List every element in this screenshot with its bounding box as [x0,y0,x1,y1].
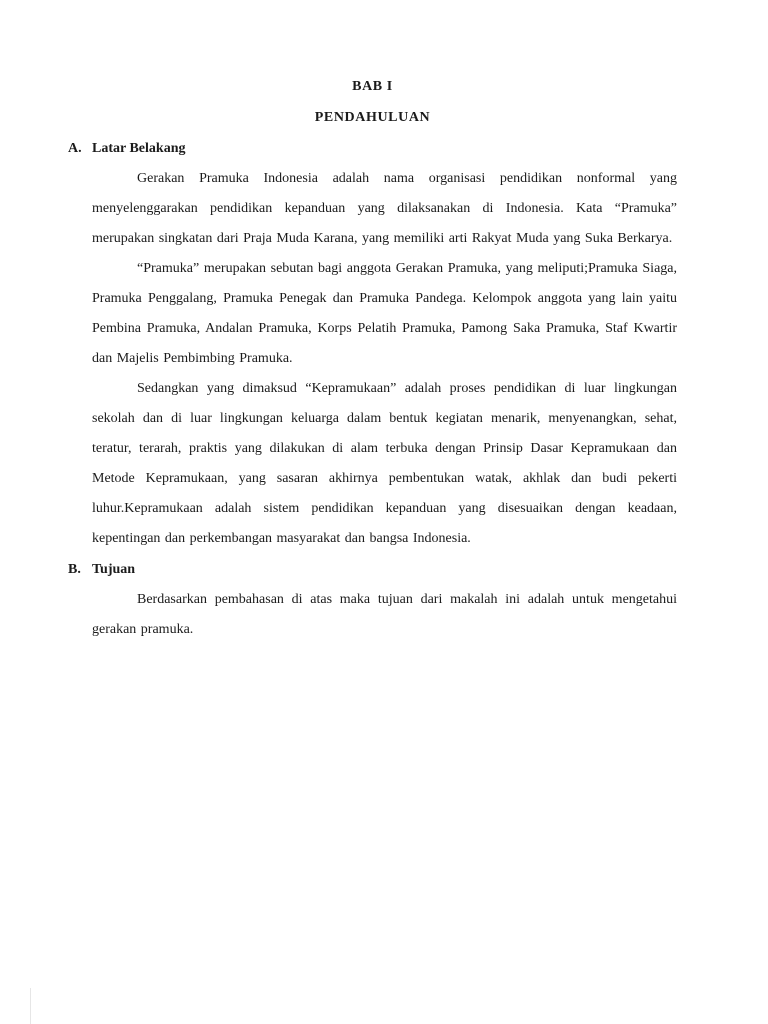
section-heading-a [68,133,677,164]
paragraph-a2: “Pramuka” merupakan sebutan bagi anggota Gerakan Pramuka, yang meliputi;Pramuka Siaga, Pramuka Penggalang, Pramuka Penegak dan Pramuka Pandega. Kelompok anggota yang lain yaitu Pembina Pramuka, Andalan Pramuka, Korps Pelatih Pramuka, Pamong Saka Pramuka, Staf Kwartir dan Majelis Pembimbing Pramuka. [92,261,677,366]
section-label-a: A. [68,141,82,156]
section-heading-b [68,554,677,585]
section-label-b: B. [68,562,81,577]
chapter-subtitle: PENDAHULUAN [314,110,431,125]
paragraph-a1: Gerakan Pramuka Indonesia adalah nama organisasi pendidikan nonformal yang menyelenggarakan pendidikan kepanduan yang dilaksanakan di Indonesia. Kata “Pramuka” merupakan singkatan dari Praja Muda Karana, yang memiliki arti Rakyat Muda yang Suka Berkarya. [92,171,677,246]
chapter-title: BAB I [352,79,393,94]
section-title-b: Tujuan [92,562,136,577]
section-title-a: Latar Belakang [92,141,186,156]
paragraph-a3: Sedangkan yang dimaksud “Kepramukaan” adalah proses pendidikan di luar lingkungan sekolah dan di luar lingkungan keluarga dalam bentuk kegiatan menarik, menyenangkan, sehat, teratur, terarah, praktis yang dilakukan di alam terbuka dengan Prinsip Dasar Kepramukaan dan Metode Kepramukaan, yang sasaran akhirnya pembentukan watak, akhlak dan budi pekerti luhur.Kepramukaan adalah sistem pendidikan kepanduan yang disesuaikan dengan keadaan, kepentingan dan perkembangan masyarakat dan bangsa Indonesia. [92,381,677,546]
section-tujuan [68,554,677,645]
paragraph-b1: Berdasarkan pembahasan di atas maka tujuan dari makalah ini adalah untuk mengetahui gerakan pramuka. [92,592,677,637]
section-latar-belakang [68,133,677,554]
page-edge-artifact [30,988,31,1024]
